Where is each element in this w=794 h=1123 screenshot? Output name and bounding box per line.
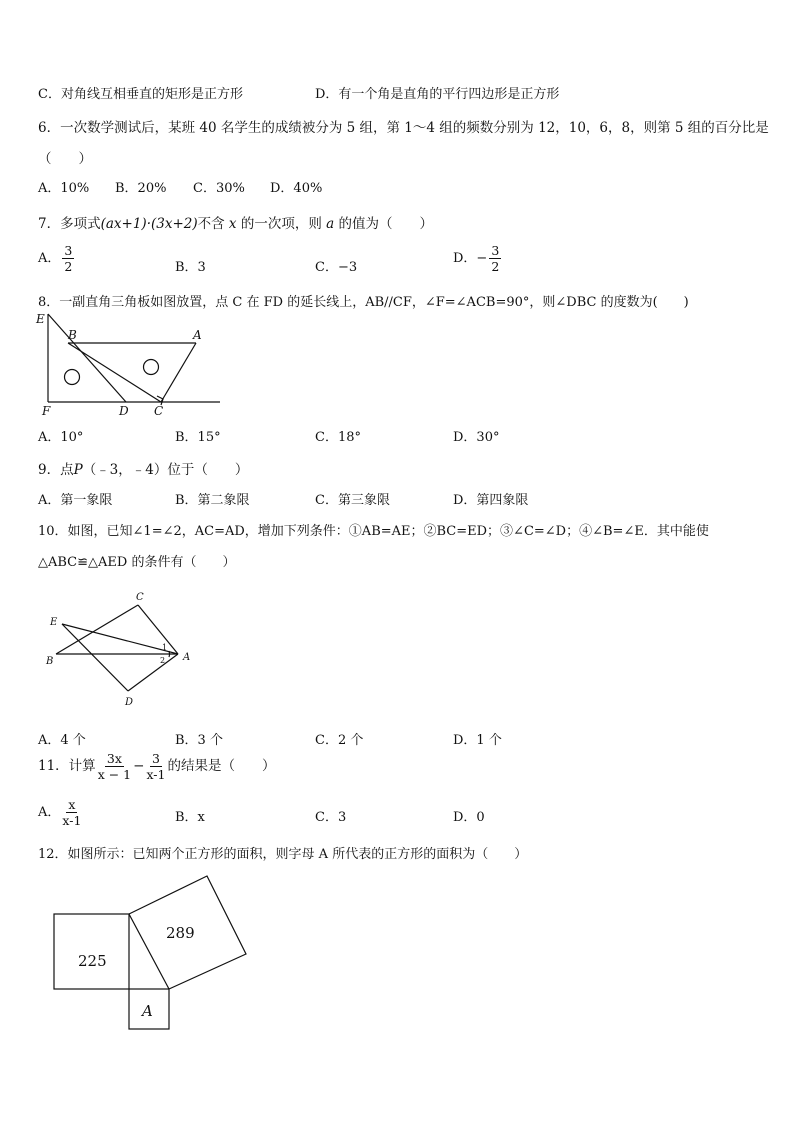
q7-option-a-label: A． xyxy=(38,251,61,267)
fraction-numerator: 3 xyxy=(64,243,73,258)
q9-option-c: C．第三象限 xyxy=(315,493,390,508)
label-E: E xyxy=(36,312,45,326)
q10-option-a: A．4 个 xyxy=(38,733,86,748)
q7-option-c: C．−3 xyxy=(315,260,358,275)
label-C: C xyxy=(154,404,164,418)
q8-option-c: C．18° xyxy=(315,430,361,445)
label-289: 289 xyxy=(166,924,195,942)
q8-stem: 8．一副直角三角板如图放置，点 C 在 FD 的延长线上，AB//CF，∠F=∠ACB=90°，则∠DBC 的度数为( ) xyxy=(38,295,689,310)
q11-prefix: 11．计算 xyxy=(38,758,96,775)
q11-option-a xyxy=(38,798,83,827)
q11-fraction-2 xyxy=(146,752,165,781)
triangle-hole-right xyxy=(144,360,159,375)
edge-BC xyxy=(56,605,138,654)
q11-stem xyxy=(38,752,275,781)
fraction-denominator: 2 xyxy=(64,259,73,275)
q10-option-c: C．2 个 xyxy=(315,733,364,748)
q7-option-d xyxy=(453,244,503,273)
label-B: B xyxy=(68,328,77,342)
q7-option-a-fraction xyxy=(62,244,74,273)
label-D: D xyxy=(119,404,129,418)
q7-option-b: B．3 xyxy=(175,260,206,275)
q11-option-b: B．x xyxy=(175,810,205,825)
q6-option-d: D．40% xyxy=(270,181,323,196)
q11-option-c: C．3 xyxy=(315,810,347,825)
fraction-denominator: 2 xyxy=(491,259,500,275)
fraction-numerator: 3 xyxy=(151,751,160,766)
angle-arc xyxy=(169,651,170,657)
q11-option-a-label: A． xyxy=(38,805,61,821)
edge-ED xyxy=(62,624,128,691)
fraction-numerator: 3x xyxy=(106,751,122,766)
q6-option-a: A．10% xyxy=(38,181,90,196)
q7-mid: 不含 xyxy=(197,216,225,232)
q6-option-b: B．20% xyxy=(115,181,167,196)
fraction-numerator: 3 xyxy=(491,243,500,258)
q7-suffix: 的值为（ ） xyxy=(338,216,433,232)
q11-suffix: 的结果是（ ） xyxy=(167,758,276,775)
q7-var-x: x xyxy=(228,216,237,232)
label-A: A xyxy=(193,328,202,342)
label-E: E xyxy=(50,617,58,628)
q8-option-a: A．10° xyxy=(38,430,84,445)
fraction-denominator: x-1 xyxy=(146,767,166,783)
q6-stem-line2: （ ） xyxy=(38,151,92,167)
q8-triangle-figure xyxy=(30,310,230,420)
edge-EA xyxy=(62,624,178,654)
label-C: C xyxy=(136,592,144,603)
label-angle-2: 2 xyxy=(160,656,166,665)
q10-option-b: B．3 个 xyxy=(175,733,223,748)
q7-expression: (ax+1)·(3x+2) xyxy=(100,216,198,232)
fraction-denominator: x-1 xyxy=(62,813,82,829)
q10-congruence-figure xyxy=(40,588,200,710)
label-A: A xyxy=(142,1002,153,1020)
fraction-numerator: x xyxy=(68,797,76,812)
q8-option-d: D．30° xyxy=(453,430,500,445)
label-B: B xyxy=(46,656,54,667)
q7-mid2: 的一次项，则 xyxy=(240,216,322,232)
triangle-hole-left xyxy=(65,370,80,385)
edge-BC xyxy=(68,343,161,402)
q6-stem-line1: 6．一次数学测试后，某班 40 名学生的成绩被分为 5 组，第 1～4 组的频数分别为 12，10，6，8，则第 5 组的百分比是 xyxy=(38,120,769,136)
q7-var-a: a xyxy=(326,216,335,232)
q10-stem-line1: 10．如图，已知∠1=∠2，AC=AD，增加下列条件：①AB=AE；②BC=ED；③∠C=∠D；④∠B=∠E．其中能使 xyxy=(38,524,709,539)
q5-option-c: C．对角线互相垂直的矩形是正方形 xyxy=(38,87,243,102)
q9-point: P xyxy=(73,462,83,478)
q9-stem xyxy=(38,458,248,478)
q6-option-c: C．30% xyxy=(193,181,245,196)
label-A: A xyxy=(183,652,191,663)
label-F: F xyxy=(42,404,51,418)
q7-prefix: 7．多项式 xyxy=(38,216,101,232)
edge-AD xyxy=(128,654,178,691)
edge-CA xyxy=(138,605,178,654)
q12-stem: 12．如图所示：已知两个正方形的面积，则字母 A 所代表的正方形的面积为（ ） xyxy=(38,847,528,862)
label-D: D xyxy=(125,697,134,708)
q9-suffix: （﹣3，﹣4）位于（ ） xyxy=(82,462,249,478)
q9-option-b: B．第二象限 xyxy=(175,493,250,508)
q7-option-d-fraction xyxy=(489,244,501,273)
q11-minus: − xyxy=(133,758,145,775)
q10-option-d: D．1 个 xyxy=(453,733,502,748)
q11-option-d: D．0 xyxy=(453,810,485,825)
q9-prefix: 9．点 xyxy=(38,462,74,478)
label-angle-1: 1 xyxy=(162,643,168,652)
q7-option-d-label: D．− xyxy=(453,251,488,267)
label-225: 225 xyxy=(78,952,107,970)
q9-option-a: A．第一象限 xyxy=(38,493,113,508)
fraction-denominator: x − 1 xyxy=(97,767,132,783)
q12-squares-figure xyxy=(50,870,250,1032)
q7-option-a xyxy=(38,244,76,273)
q8-option-b: B．15° xyxy=(175,430,221,445)
edge-AC xyxy=(161,343,196,402)
q5-option-d: D．有一个角是直角的平行四边形是正方形 xyxy=(315,87,560,102)
q11-fraction-1 xyxy=(98,752,131,781)
q10-stem-line2: △ABC≌△AED 的条件有（ ） xyxy=(38,555,236,570)
q11-option-a-fraction xyxy=(62,798,81,827)
edge-ED xyxy=(48,314,126,402)
q7-stem xyxy=(38,212,433,232)
q9-option-d: D．第四象限 xyxy=(453,493,529,508)
